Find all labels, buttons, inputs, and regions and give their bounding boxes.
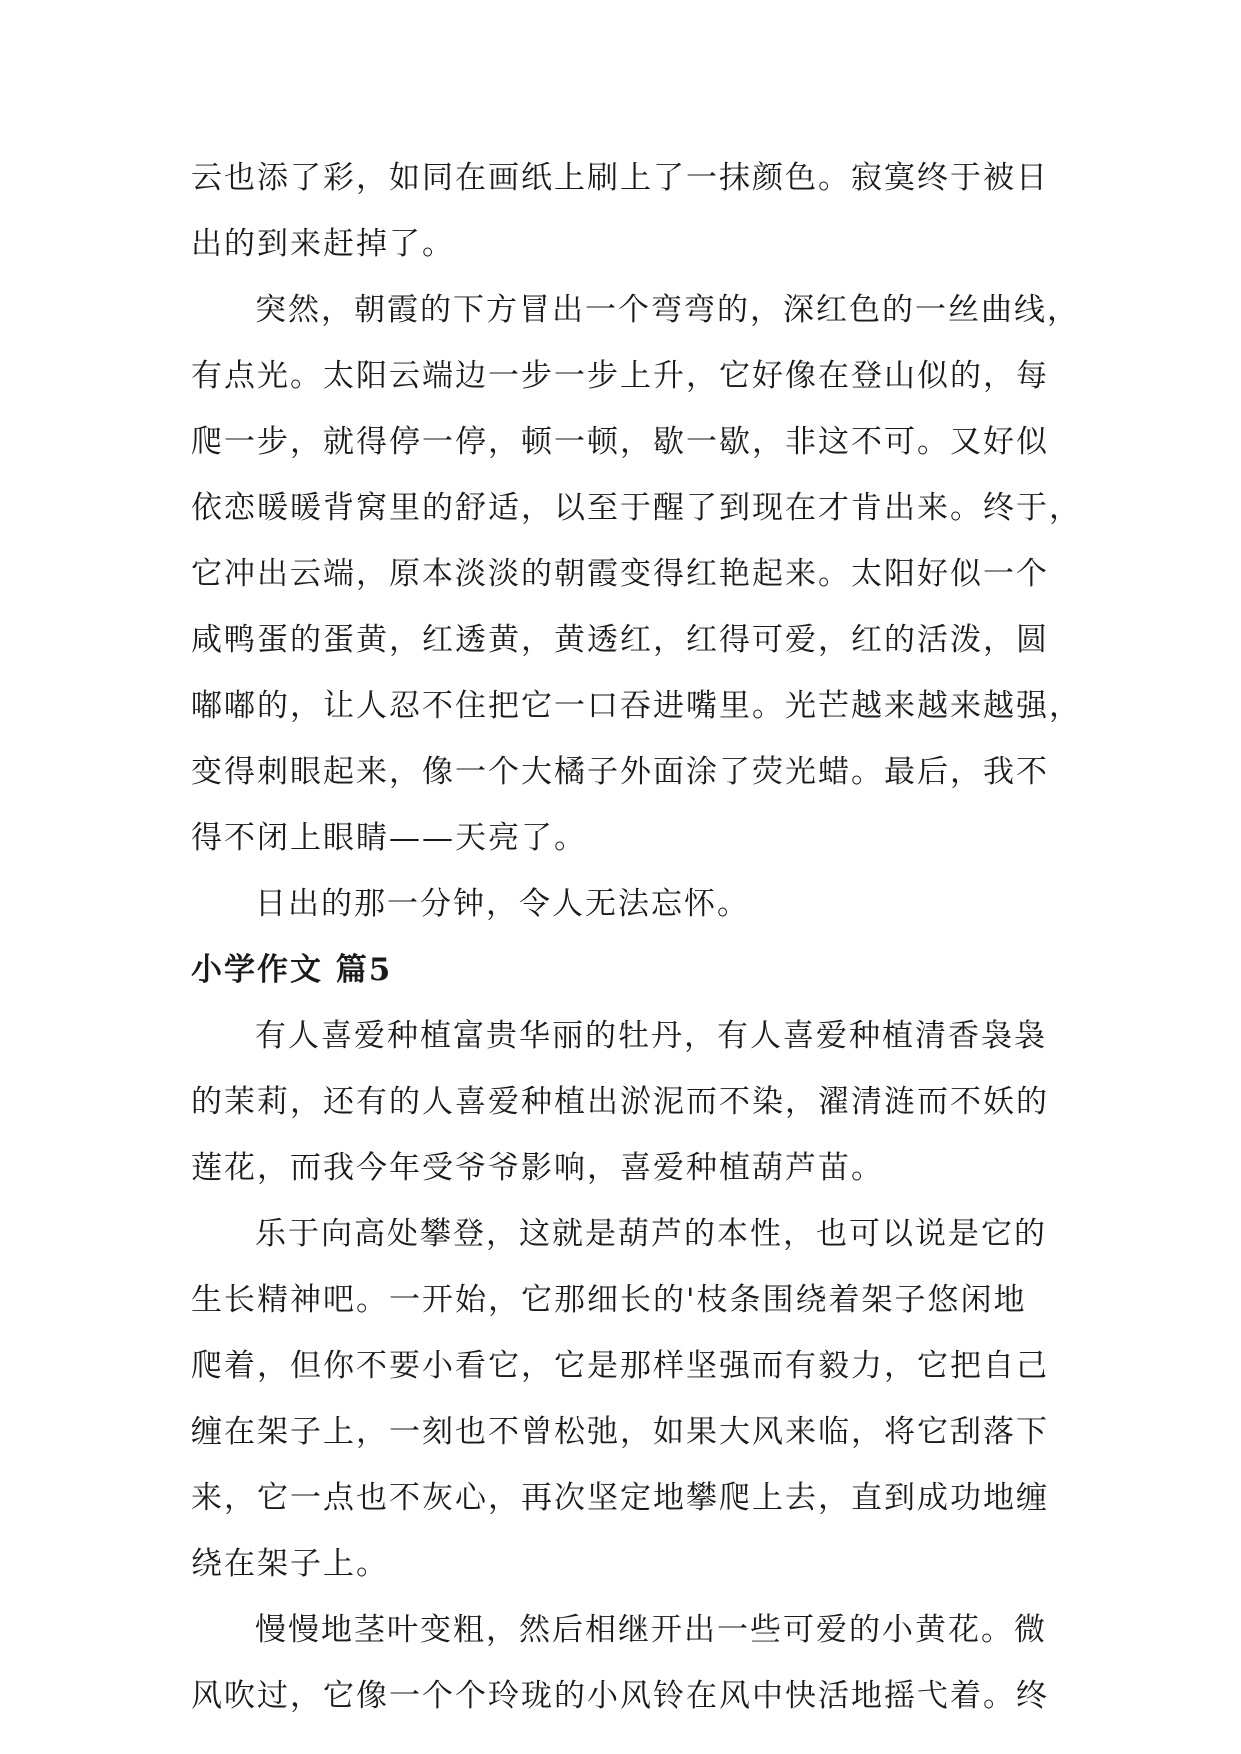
text-line: 乐于向高处攀登，这就是葫芦的本性，也可以说是它的 xyxy=(255,1216,1047,1252)
paragraph-2 xyxy=(191,277,1082,871)
text-line: 绕在架子上。 xyxy=(191,1546,389,1582)
text-line: 咸鸭蛋的蛋黄，红透黄，黄透红，红得可爱，红的活泼，圆 xyxy=(191,622,1049,658)
text-line: 嘟嘟的，让人忍不住把它一口吞进嘴里。光芒越来越来越强， xyxy=(191,688,1082,724)
text-line: 缠在架子上，一刻也不曾松弛，如果大风来临，将它刮落下 xyxy=(191,1414,1049,1450)
text-line: 它冲出云端，原本淡淡的朝霞变得红艳起来。太阳好似一个 xyxy=(191,556,1049,592)
text-line: 得不闭上眼睛——天亮了。 xyxy=(191,820,587,856)
text-line: 云也添了彩，如同在画纸上刷上了一抹颜色。寂寞终于被日 xyxy=(191,160,1049,196)
text-line: 的茉莉，还有的人喜爱种植出淤泥而不染，濯清涟而不妖的 xyxy=(191,1084,1049,1120)
paragraph-5 xyxy=(191,1201,1051,1597)
text-line: 日出的那一分钟，令人无法忘怀。 xyxy=(255,886,750,922)
paragraph-6 xyxy=(191,1597,1051,1729)
paragraph-4 xyxy=(191,1003,1051,1201)
text-line: 慢慢地茎叶变粗，然后相继开出一些可爱的小黄花。微 xyxy=(255,1612,1047,1648)
text-line: 有人喜爱种植富贵华丽的牡丹，有人喜爱种植清香袅袅 xyxy=(255,1018,1047,1054)
section-heading: 小学作文 篇5 xyxy=(191,952,393,988)
text-line: 莲花，而我今年受爷爷影响，喜爱种植葫芦苗。 xyxy=(191,1150,884,1186)
text-line: 爬着，但你不要小看它，它是那样坚强而有毅力，它把自己 xyxy=(191,1348,1049,1384)
text-line: 来，它一点也不灰心，再次坚定地攀爬上去，直到成功地缠 xyxy=(191,1480,1049,1516)
document-page xyxy=(191,145,1082,1729)
text-line: 爬一步，就得停一停，顿一顿，歇一歇，非这不可。又好似 xyxy=(191,424,1049,460)
text-line: 有点光。太阳云端边一步一步上升，它好像在登山似的，每 xyxy=(191,358,1049,394)
text-line: 突然，朝霞的下方冒出一个弯弯的，深红色的一丝曲线， xyxy=(255,292,1080,328)
text-line: 依恋暖暖背窝里的舒适，以至于醒了到现在才肯出来。终于， xyxy=(191,490,1082,526)
text-line: 出的到来赶掉了。 xyxy=(191,226,455,262)
paragraph-1 xyxy=(191,145,1051,277)
text-line: 风吹过，它像一个个玲珑的小风铃在风中快活地摇弋着。终 xyxy=(191,1678,1049,1714)
text-line: 变得刺眼起来，像一个大橘子外面涂了荧光蜡。最后，我不 xyxy=(191,754,1049,790)
text-line: 生长精神吧。一开始，它那细长的'枝条围绕着架子悠闲地 xyxy=(191,1282,1027,1318)
paragraph-3 xyxy=(191,871,1051,937)
